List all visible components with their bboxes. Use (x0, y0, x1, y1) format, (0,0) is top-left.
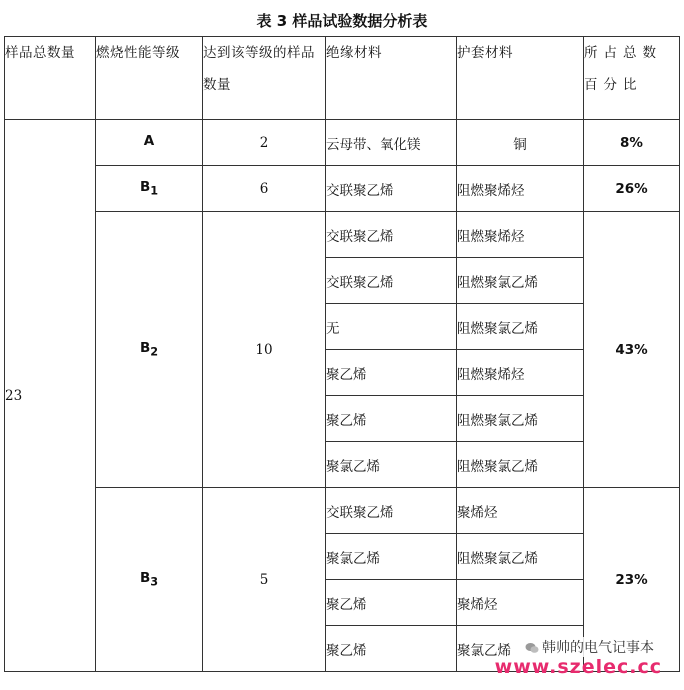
table-row (5, 120, 680, 166)
insulation-cell: 聚氯乙烯 (326, 534, 457, 580)
percent-cell: 26% (584, 166, 680, 212)
sheath-cell: 阻燃聚氯乙烯 (457, 534, 584, 580)
insulation-cell: 交联聚乙烯 (326, 258, 457, 304)
insulation-cell: 无 (326, 304, 457, 350)
insulation-cell: 聚氯乙烯 (326, 442, 457, 488)
site-url-watermark: www.szelec.cc (494, 656, 662, 678)
table-row (5, 212, 680, 258)
header-insulation: 绝缘材料 (326, 37, 457, 120)
insulation-cell: 聚乙烯 (326, 350, 457, 396)
table-title: 表 3 样品试验数据分析表 (256, 12, 428, 30)
account-name: 韩帅的电气记事本 (542, 640, 654, 656)
header-row (5, 37, 680, 120)
sheath-cell: 聚氯乙烯 (457, 626, 584, 672)
count-cell: 5 (203, 488, 326, 672)
count-cell: 2 (203, 120, 326, 166)
insulation-cell: 交联聚乙烯 (326, 166, 457, 212)
header-sheath: 护套材料 (457, 37, 584, 120)
total-count-cell: 23 (5, 120, 96, 672)
header-total-count: 样品总数量 (5, 37, 96, 120)
sheath-cell: 阻燃聚氯乙烯 (457, 396, 584, 442)
sheath-cell: 阻燃聚烯烃 (457, 166, 584, 212)
insulation-cell: 云母带、氧化镁 (326, 120, 457, 166)
sheath-cell: 阻燃聚氯乙烯 (457, 258, 584, 304)
header-percentage: 所占总数百分比 (584, 37, 680, 120)
sheath-cell: 阻燃聚氯乙烯 (457, 304, 584, 350)
percent-cell: 23% (584, 488, 680, 672)
table-row (5, 488, 680, 534)
count-cell: 10 (203, 212, 326, 488)
grade-cell: $B_2$ (96, 212, 203, 488)
count-cell: 6 (203, 166, 326, 212)
insulation-cell: 聚乙烯 (326, 580, 457, 626)
percent-cell: 8% (584, 120, 680, 166)
header-sample-count: 达到该等级的样品数量 (203, 37, 326, 120)
grade-cell: A (96, 120, 203, 166)
sheath-cell: 聚烯烃 (457, 488, 584, 534)
sheath-cell: 阻燃聚烯烃 (457, 212, 584, 258)
sheath-cell: 阻燃聚烯烃 (457, 350, 584, 396)
header-grade: 燃烧性能等级 (96, 37, 203, 120)
table-row (5, 166, 680, 212)
sheath-cell: 铜 (457, 120, 584, 166)
insulation-cell: 聚乙烯 (326, 396, 457, 442)
sheath-cell: 阻燃聚氯乙烯 (457, 442, 584, 488)
percent-cell: 43% (584, 212, 680, 488)
insulation-cell: 交联聚乙烯 (326, 488, 457, 534)
insulation-cell: 聚乙烯 (326, 626, 457, 672)
sample-analysis-table (4, 36, 680, 672)
sheath-cell: 聚烯烃 (457, 580, 584, 626)
wechat-account-watermark (523, 637, 656, 657)
grade-cell: $B_1$ (96, 166, 203, 212)
insulation-cell: 交联聚乙烯 (326, 212, 457, 258)
wechat-icon (525, 642, 539, 654)
grade-cell: $B_3$ (96, 488, 203, 672)
